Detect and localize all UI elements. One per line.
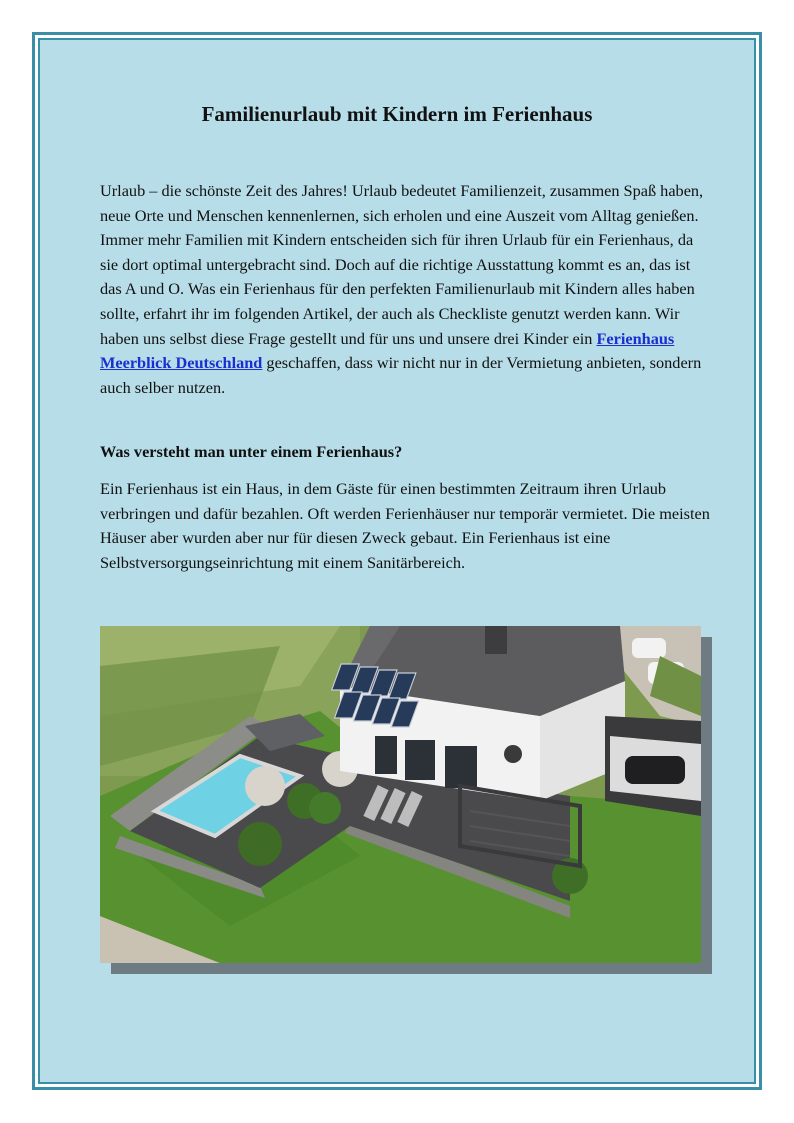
intro-text-after-link: geschaffen, dass wir nicht nur in der Vermietung anbieten, sondern auch selber nutzen. <box>100 353 702 397</box>
intro-text-before-link: Urlaub – die schönste Zeit des Jahres! Urlaub bedeutet Familienzeit, zusammen Spaß haben, neue Orte und Menschen kennenlernen, sich erholen und eine Auszeit vom Alltag genießen. Immer mehr Familien mit Kindern entscheiden sich für ihren Urlaub für ein Ferienhaus, da sie dort optimal untergebracht sind. Doch auf die richtige Ausstattung kommt es an, das ist das A und O. Was ein Ferienhaus für den perfekten Familienurlaub mit Kindern alles haben sollte, erfahrt ihr im folgenden Artikel, der auch als Checkliste genutzt werden kann. Wir haben uns selbst diese Frage gestellt und für uns und unsere drei Kinder ein <box>100 181 704 348</box>
aerial-house-illustration <box>100 626 701 963</box>
intro-paragraph <box>100 179 712 400</box>
page-content-area <box>38 38 756 1084</box>
page-frame <box>32 32 762 1090</box>
section-paragraph: Ein Ferienhaus ist ein Haus, in dem Gäste für einen bestimmten Zeitraum ihren Urlaub verbringen und dafür bezahlen. Oft werden Ferienhäuser nur temporär vermietet. Die meisten Häuser aber wurden aber nur für diesen Zweck gebaut. Ein Ferienhaus ist eine Selbstversorgungseinrichtung mit einem Sanitärbereich. <box>100 479 710 572</box>
page-title: Familienurlaub mit Kindern im Ferienhaus <box>201 102 593 126</box>
section-heading: Was versteht man unter einem Ferienhaus? <box>100 442 403 461</box>
ferienhaus-meerblick-link[interactable]: Ferienhaus Meerblick Deutschland <box>100 328 675 373</box>
holiday-house-photo <box>100 626 701 963</box>
